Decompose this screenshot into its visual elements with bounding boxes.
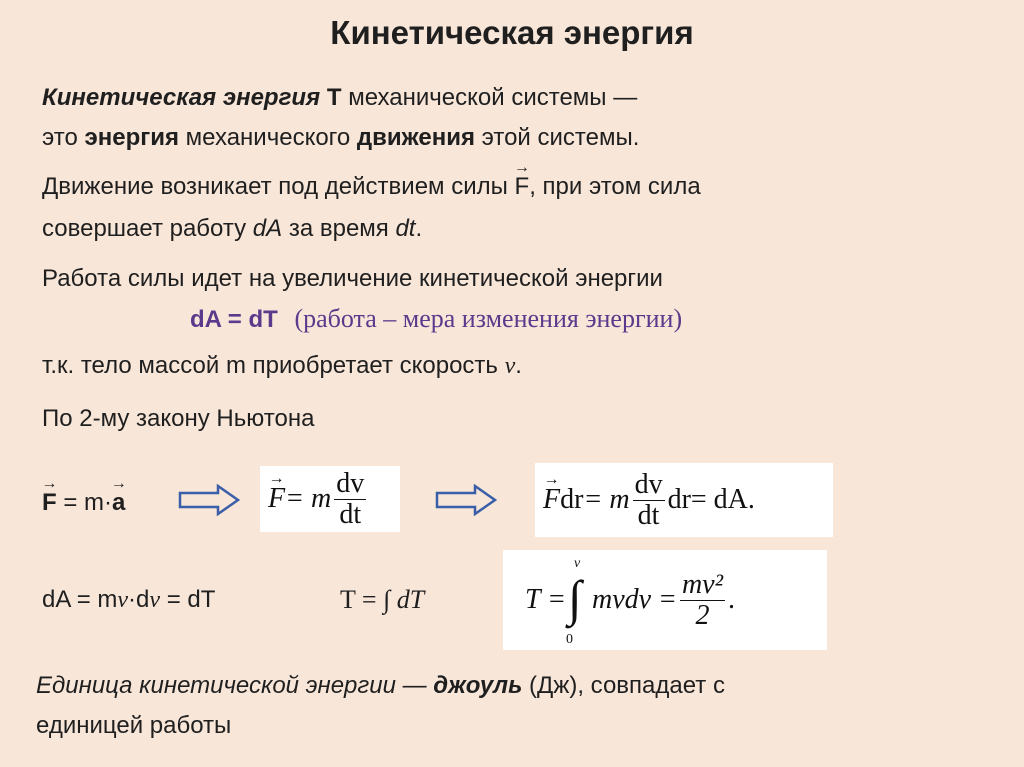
eq2-v1: v [117, 587, 129, 613]
motion-line-1 [42, 159, 701, 202]
work-line: Работа силы идет на увеличение кинетической энергии [42, 265, 663, 292]
f2-eq: = m [583, 484, 630, 515]
acceleration-vector [110, 475, 127, 518]
f3-upper-limit: v [573, 556, 581, 571]
eq3-dT: dT [396, 585, 425, 614]
f2-force: F [543, 484, 561, 515]
eq1-rest: = m· [56, 489, 113, 516]
force-vector-2 [41, 475, 58, 518]
work-dA: dA [252, 215, 283, 242]
vector-arrow-icon: → [513, 159, 530, 176]
f3-integrand: mvdv = [591, 584, 677, 615]
unit-text-2: (Дж), совпадает с [522, 672, 725, 699]
motion-text-1: Движение возникает под действием силы [42, 173, 515, 200]
f2-rhs-dr: dr [667, 484, 691, 515]
f2-rhs: = dA. [690, 484, 755, 515]
formula-box-2 [535, 463, 833, 537]
acceleration-symbol: a [112, 489, 126, 516]
unit-joule: джоуль [433, 672, 523, 699]
definition-rest: механической системы — [341, 84, 638, 111]
word-mechanical: механического [178, 124, 357, 151]
f3-den: 2 [695, 599, 710, 631]
f1-fraction [334, 469, 366, 530]
f1-den: dt [339, 498, 362, 530]
force-vector-3 [268, 470, 286, 515]
term-kinetic-energy: Кинетическая энергия [42, 84, 321, 111]
vector-arrow-icon: → [41, 475, 58, 492]
formula-3 [525, 550, 735, 650]
motion-text-4: за время [282, 215, 396, 242]
f1-eq: = m [285, 483, 332, 514]
f3-lhs: T = [525, 584, 566, 615]
f2-dr: dr [560, 484, 584, 515]
eq2-end: = dT [160, 586, 216, 613]
unit-line-2: единицей работы [36, 712, 232, 739]
force-symbol: F [514, 173, 530, 200]
f3-fraction [680, 570, 725, 631]
f3-num: mv² [681, 568, 723, 600]
work-note: (работа – мера изменения энергии) [294, 304, 683, 333]
unit-text-1: Единица кинетической энергии — [36, 672, 434, 699]
word-motion: движения [356, 124, 475, 151]
motion-text-3: совершает работу [42, 215, 253, 242]
definition-line-1 [42, 83, 637, 113]
integral-sign [565, 556, 592, 647]
implies-arrow-icon-2 [435, 484, 497, 516]
vector-arrow-icon: → [543, 471, 560, 488]
force-symbol-2: F [42, 489, 57, 516]
mass-text: т.к. тело массой m приобретает скорость [42, 352, 505, 379]
work-energy-equation [42, 585, 215, 615]
force-vector-4 [543, 471, 561, 516]
motion-line-2 [42, 214, 422, 244]
eq3-start: T = ∫ [340, 585, 397, 614]
formula-box-3 [503, 550, 827, 650]
eq2-v2: v [149, 587, 161, 613]
formula-box-1 [260, 466, 400, 532]
f3-end: . [728, 584, 735, 615]
newton-equation [41, 475, 127, 518]
f2-num: dv [634, 468, 663, 500]
implies-arrow-icon [178, 484, 240, 516]
f1-num: dv [336, 467, 365, 499]
mass-dot: . [515, 352, 522, 379]
f3-lower-limit: 0 [565, 632, 573, 647]
f2-fraction [633, 470, 665, 531]
vector-arrow-icon: → [110, 475, 127, 492]
work-formula: dA = dT [190, 306, 278, 333]
unit-line-1 [36, 671, 725, 701]
work-formula-line [190, 304, 682, 335]
symbol-T: T [326, 84, 342, 111]
mass-line [42, 351, 522, 381]
word-energy: энергия [84, 124, 179, 151]
motion-text-2: , при этом сила [529, 173, 701, 200]
force-vector [513, 159, 530, 202]
word-this: это [42, 124, 85, 151]
definition-line-2 [42, 123, 639, 153]
eq2-mid: ·d [128, 586, 150, 613]
integral-equation [340, 585, 424, 615]
f1-force: F [268, 483, 286, 514]
slide-title: Кинетическая энергия [330, 14, 694, 51]
motion-text-5: . [415, 215, 423, 242]
formula-1 [268, 468, 369, 530]
vector-arrow-icon: → [268, 470, 285, 487]
integral-icon: ∫ [567, 570, 582, 626]
velocity-v: v [504, 353, 516, 379]
eq2-start: dA = m [42, 586, 118, 613]
f2-den: dt [637, 499, 660, 531]
definition-end: этой системы. [474, 124, 640, 151]
newton-line: По 2-му закону Ньютона [42, 405, 315, 432]
formula-2 [543, 467, 755, 533]
time-dt: dt [395, 215, 416, 242]
